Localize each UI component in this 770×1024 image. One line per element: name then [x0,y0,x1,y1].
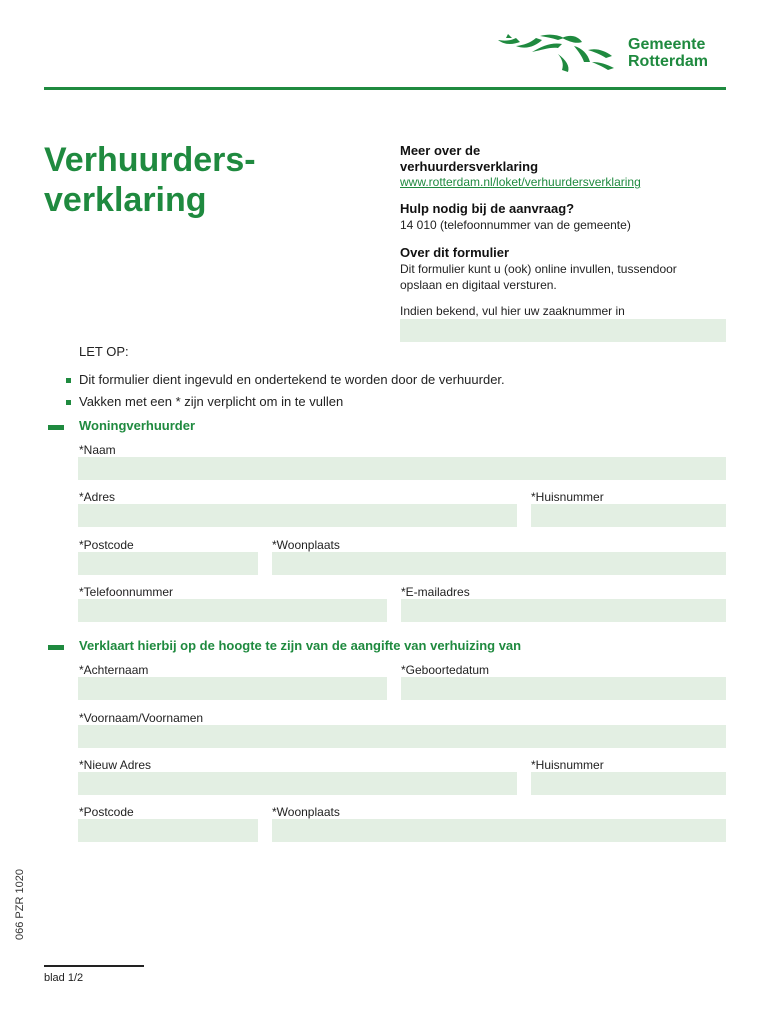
section-verhuizing-title: Verklaart hierbij op de hoogte te zijn van de aangifte van verhuizing van [79,638,522,653]
woonplaats-label: *Woonplaats [272,538,340,552]
title-line-1: Verhuurders- [44,141,256,179]
bullet-icon [66,378,71,383]
over-text-2: opslaan en digitaal versturen. [400,278,557,292]
voornaam-label: *Voornaam/Voornamen [79,711,204,725]
page-title [44,140,256,220]
geboortedatum-label: *Geboortedatum [401,663,490,677]
postcode-label: *Postcode [79,538,134,552]
adres-field[interactable] [78,504,517,527]
achternaam-field[interactable] [78,677,387,700]
over-heading: Over dit formulier [400,245,510,260]
nieuw-huisnummer-field[interactable] [531,772,726,795]
geboortedatum-field[interactable] [401,677,726,700]
notice-bullet-2: Vakken met een * zijn verplicht om in te vullen [79,394,344,409]
section-woningverhuurder-title: Woningverhuurder [79,418,196,433]
telefoon-label: *Telefoonnummer [79,585,174,599]
naam-label: *Naam [79,443,116,457]
voornaam-field[interactable] [78,725,726,748]
nieuw-woonplaats-label: *Woonplaats [272,805,340,819]
page-number: blad 1/2 [44,972,84,984]
woonplaats-field[interactable] [272,552,726,575]
footer-divider [44,965,144,967]
hulp-text: 14 010 (telefoonnummer van de gemeente) [400,218,631,232]
notice-heading: LET OP: [79,344,129,359]
bullet-icon [66,400,71,405]
nieuw-huisnummer-label: *Huisnummer [531,758,604,772]
rotterdam-logo-icon [496,32,618,74]
over-text-1: Dit formulier kunt u (ook) online invullen, tussendoor [400,262,677,276]
hulp-heading: Hulp nodig bij de aanvraag? [400,201,575,216]
title-line-2: verklaring [44,181,207,219]
nieuw-postcode-field[interactable] [78,819,258,842]
logo-text [628,36,708,70]
logo-line-1: Gemeente [628,36,706,53]
form-code: 066 PZR 1020 [14,869,26,940]
meer-heading-1: Meer over de [400,143,481,158]
section-marker-icon [48,645,64,650]
nieuw-woonplaats-field[interactable] [272,819,726,842]
info-link[interactable]: www.rotterdam.nl/loket/verhuurdersverklaring [400,175,641,189]
zaaknummer-field[interactable] [400,319,726,342]
zaaknummer-label: Indien bekend, vul hier uw zaaknummer in [400,304,625,318]
nieuw-postcode-label: *Postcode [79,805,134,819]
postcode-field[interactable] [78,552,258,575]
adres-label: *Adres [79,490,116,504]
telefoon-field[interactable] [78,599,387,622]
meer-heading-2: verhuurdersverklaring [400,159,539,174]
info-panel [400,143,726,319]
email-label: *E-mailadres [401,585,470,599]
email-field[interactable] [401,599,726,622]
naam-field[interactable] [78,457,726,480]
nieuw-adres-field[interactable] [78,772,517,795]
nieuw-adres-label: *Nieuw Adres [79,758,152,772]
header-divider [44,87,726,90]
logo-line-2: Rotterdam [628,53,709,70]
achternaam-label: *Achternaam [79,663,149,677]
huisnummer-label: *Huisnummer [531,490,604,504]
huisnummer-field[interactable] [531,504,726,527]
notice-bullet-1: Dit formulier dient ingevuld en ondertekend te worden door de verhuurder. [79,372,505,387]
section-marker-icon [48,425,64,430]
